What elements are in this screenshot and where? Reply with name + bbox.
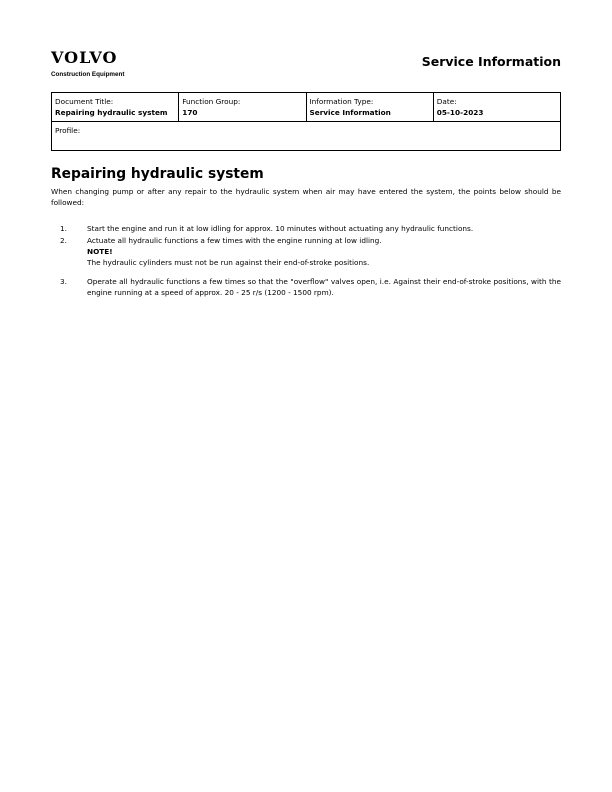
document-title-value: Repairing hydraulic system [55, 108, 168, 117]
volvo-logo: VOLVO [51, 48, 118, 67]
document-title-cell [52, 93, 179, 121]
date-value: 05-10-2023 [436, 108, 484, 117]
date-label: Date: [436, 97, 457, 106]
step-text: Actuate all hydraulic functions a few times with the engine running at low idling. [87, 236, 382, 245]
step-text: Operate all hydraulic functions a few times so that the "overflow" valves open, i.e. Against their end-of-stroke positions, with the engine running at a speed of approx. 20 - 25 r/s (1200 - 1500 rpm). [87, 277, 561, 297]
step-number: 2. [60, 236, 67, 245]
brand-subtitle: Construction Equipment [51, 71, 125, 78]
profile-row [52, 122, 560, 150]
procedure-steps [51, 223, 561, 298]
note-text: The hydraulic cylinders must not be run against their end-of-stroke positions. [87, 258, 370, 267]
function-group-label: Function Group: [182, 97, 241, 106]
page-heading: Service Information [421, 54, 561, 69]
step-number: 3. [60, 277, 67, 286]
document-info-table [51, 92, 561, 151]
function-group-cell [179, 93, 306, 121]
profile-label: Profile: [55, 126, 81, 135]
intro-paragraph: When changing pump or after any repair to the hydraulic system when air may have entered the system, the points below should be followed: [51, 187, 561, 207]
information-type-value: Service Information [309, 108, 391, 117]
note-label: NOTE! [87, 247, 113, 256]
list-item [51, 276, 561, 298]
information-type-label: Information Type: [309, 97, 374, 106]
date-cell [434, 93, 560, 121]
document-title: Repairing hydraulic system [51, 166, 264, 182]
function-group-value: 170 [182, 108, 198, 117]
list-item [51, 223, 561, 234]
information-type-cell [307, 93, 434, 121]
document-info-row [52, 93, 560, 122]
document-title-label: Document Title: [55, 97, 114, 106]
list-item [51, 235, 561, 268]
step-text: Start the engine and run it at low idling for approx. 10 minutes without actuating any hydraulic functions. [87, 224, 474, 233]
step-number: 1. [60, 224, 67, 233]
